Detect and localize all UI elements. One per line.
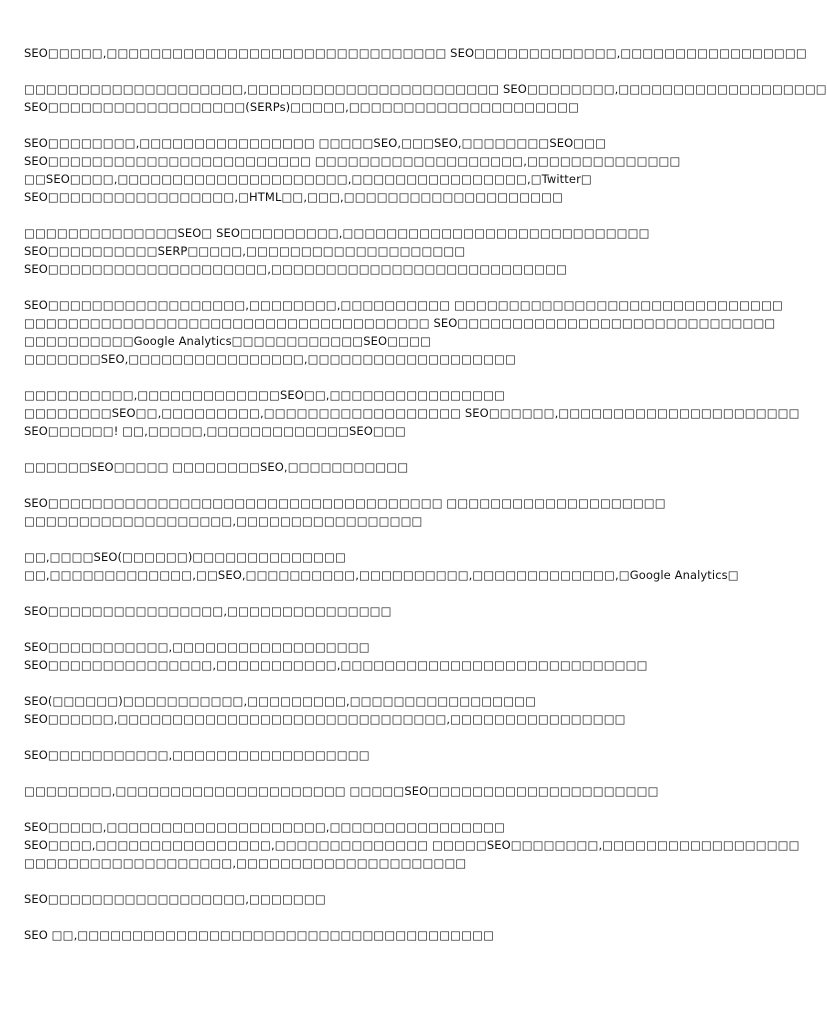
paragraph-13 (24, 746, 696, 764)
paragraph-12 (24, 692, 696, 728)
text-line: □□SEO□□□□,□□□□□□□□□□□□□□□□□□□□□,□□□□□□□□□□□□□□□□,□Twitter□ (24, 172, 592, 186)
paragraph-6 (24, 386, 800, 440)
text-line: SEO□□□□□□□□□□□□□□□,□□□□□□□□□□□,□□□□□□□□□□□□□□□□□□□□□□□□□□□□ (24, 658, 648, 672)
text-line: □□,□□□□SEO(□□□□□□)□□□□□□□□□□□□□□ (24, 550, 346, 564)
text-line: SEO□□□□□□□□□□□□□□□□□□,□□□□□□□□,□□□□□□□□□□ □□□□□□□□□□□□□□□□□□□□□□□□□□□□□□ (24, 298, 783, 312)
text-line: SEO□□□□□□□□□□□,□□□□□□□□□□□□□□□□□□ (24, 640, 370, 654)
paragraph-16 (24, 890, 696, 908)
text-line: SEO □□,□□□□□□□□□□□□□□□□□□□□□□□□□□□□□□□□□□□□□□ (24, 928, 495, 942)
paragraph-2 (24, 80, 827, 116)
text-line: □□□□□□□□□□□□□□□□□□□,□□□□□□□□□□□□□□□□□□□□□ (24, 856, 467, 870)
text-line: □□□□□□□□,□□□□□□□□□□□□□□□□□□□□□ □□□□□SEO□□□□□□□□□□□□□□□□□□□□□ (24, 784, 659, 798)
text-line: SEO□□□□□□□□□□□□□□□□,□□□□□□□□□□□□□□□ (24, 604, 392, 618)
text-line: SEO□□□□□,□□□□□□□□□□□□□□□□□□□□□□□□□□□□□□□ SEO□□□□□□□□□□□□□,□□□□□□□□□□□□□□□□□ (24, 46, 807, 60)
paragraph-14 (24, 782, 696, 800)
text-line: □□□□□□□□□□□□□□□□□□□□,□□□□□□□□□□□□□□□□□□□□□□□ SEO□□□□□□□□,□□□□□□□□□□□□□□□□□□□ (24, 82, 827, 96)
text-line: SEO□□□□□□□□□□□,□□□□□□□□□□□□□□□□□□ (24, 748, 370, 762)
text-line: SEO(□□□□□□)□□□□□□□□□□□,□□□□□□□□□,□□□□□□□□□□□□□□□□□ (24, 694, 537, 708)
text-line: SEO□□□□□□□□□□□□□□□□□□□□□□□□ □□□□□□□□□□□□□□□□□□□,□□□□□□□□□□□□□□ (24, 154, 681, 168)
paragraph-9 (24, 548, 739, 584)
text-line: SEO□□□□,□□□□□□□□□□□□□□□□,□□□□□□□□□□□□□□ □□□□□SEO□□□□□□□□,□□□□□□□□□□□□□□□□□□ (24, 838, 800, 852)
text-line: SEO□□□□□□□□□□□□□□□□□,□HTML□□,□□□,□□□□□□□□□□□□□□□□□□□□ (24, 190, 564, 204)
text-line: SEO□□□□□,□□□□□□□□□□□□□□□□□□□□,□□□□□□□□□□□□□□□□ (24, 820, 506, 834)
text-line: SEO□□□□□□! □□,□□□□□,□□□□□□□□□□□□□SEO□□□ (24, 424, 406, 438)
text-line: SEO□□□□□□□□,□□□□□□□□□□□□□□□□ □□□□□SEO,□□□SEO,□□□□□□□□SEO□□□ (24, 136, 607, 150)
text-line: SEO□□□□□□□□□□SERP□□□□□,□□□□□□□□□□□□□□□□□□□□ (24, 244, 466, 258)
text-line: SEO□□□□□□□□□□□□□□□□□□□□□□□□□□□□□□□□□□□□ □□□□□□□□□□□□□□□□□□□□ (24, 496, 666, 510)
paragraph-11 (24, 638, 696, 674)
paragraph-10 (24, 602, 696, 620)
text-line: □□□□□□□□□□□□□□□□□□□,□□□□□□□□□□□□□□□□□ (24, 514, 423, 528)
text-line: SEO□□□□□□□□□□□□□□□□□□□□,□□□□□□□□□□□□□□□□□□□□□□□□□□□ (24, 262, 568, 276)
text-line: SEO□□□□□□□□□□□□□□□□□□(SERPs)□□□□□,□□□□□□□□□□□□□□□□□□□□□ (24, 100, 580, 114)
paragraph-3 (24, 134, 696, 206)
text-line: □□□□□□□□□□,□□□□□□□□□□□□□SEO□□,□□□□□□□□□□□□□□□□ (24, 388, 506, 402)
text-line: □□□□□□□□□□□□□□□□□□□□□□□□□□□□□□□□□□□□□ SEO□□□□□□□□□□□□□□□□□□□□□□□□□□□□□ (24, 316, 776, 330)
paragraph-15 (24, 818, 800, 872)
text-line: SEO□□□□□□,□□□□□□□□□□□□□□□□□□□□□□□□□□□□□□,□□□□□□□□□□□□□□□□ (24, 712, 626, 726)
paragraph-1 (24, 44, 807, 62)
paragraph-17 (24, 926, 696, 944)
text-line: □□□□□□□□SEO□□,□□□□□□□□□,□□□□□□□□□□□□□□□□□□ SEO□□□□□□,□□□□□□□□□□□□□□□□□□□□□□ (24, 406, 800, 420)
text-line: SEO□□□□□□□□□□□□□□□□□□,□□□□□□□ (24, 892, 326, 906)
paragraph-7 (24, 458, 696, 476)
text-line: □□□□□□□□□□Google Analytics□□□□□□□□□□□□SEO□□□□ (24, 334, 432, 348)
text-line: □□□□□□SEO□□□□□ □□□□□□□□SEO,□□□□□□□□□□□ (24, 460, 409, 474)
text-line: □□□□□□□□□□□□□□SEO□ SEO□□□□□□□□□,□□□□□□□□□□□□□□□□□□□□□□□□□□□□ (24, 226, 650, 240)
paragraph-5 (24, 296, 783, 368)
paragraph-4 (24, 224, 696, 278)
text-line: □□,□□□□□□□□□□□□□,□□SEO,□□□□□□□□□□,□□□□□□□□□□,□□□□□□□□□□□□□,□Google Analytics□ (24, 568, 739, 582)
text-line: □□□□□□□SEO,□□□□□□□□□□□□□□□□,□□□□□□□□□□□□□□□□□□□ (24, 352, 516, 366)
paragraph-8 (24, 494, 696, 530)
